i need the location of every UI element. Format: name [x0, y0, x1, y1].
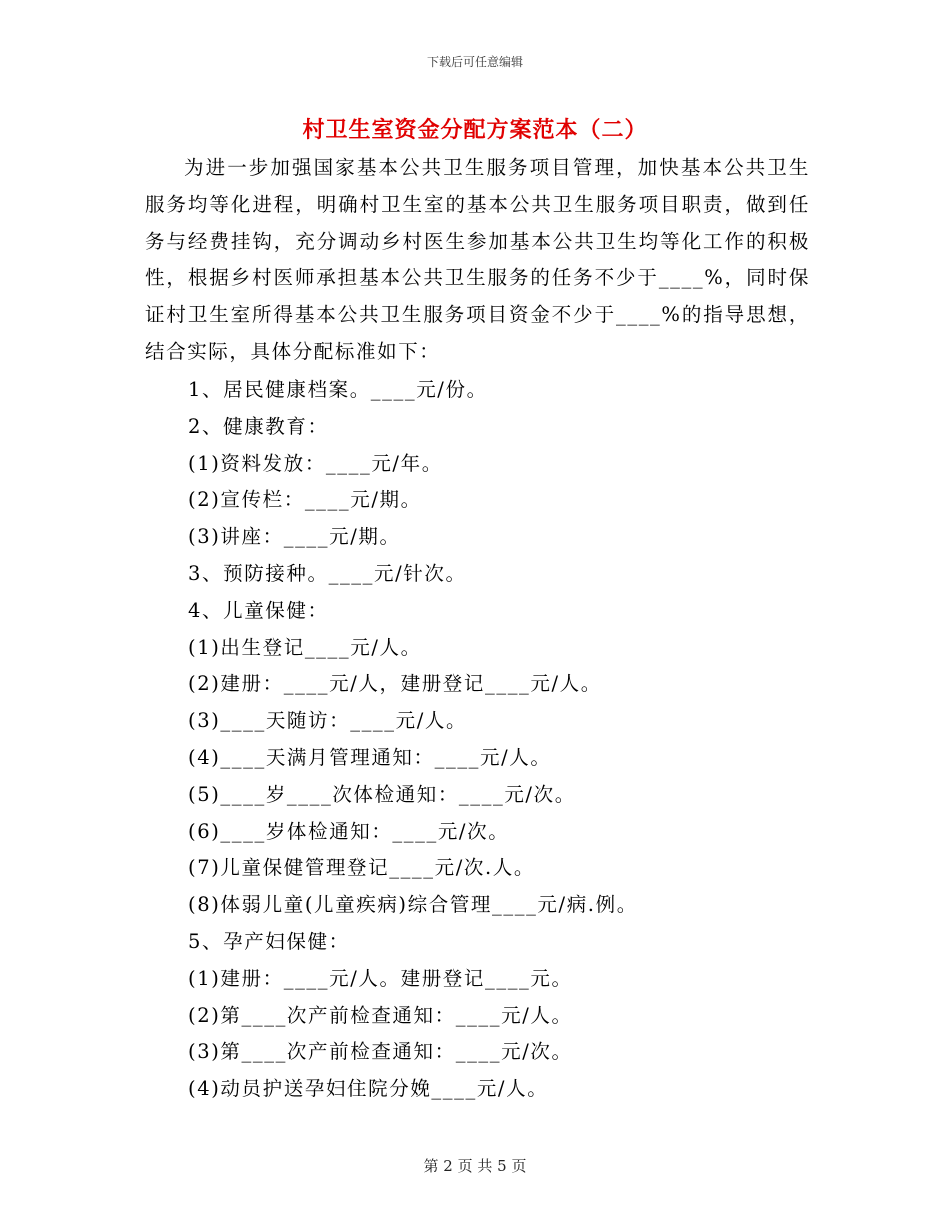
page-footer: 第 2 页 共 5 页 — [423, 1157, 527, 1175]
list-item: (6)____岁体检通知：____元/次。 — [188, 819, 510, 843]
list-item: 5、孕产妇保健： — [188, 929, 350, 953]
intro-paragraph: 为进一步加强国家基本公共卫生服务项目管理，加快基本公共卫生服务均等化进程，明确村卫生室的基本公共卫生服务项目职责，做到任务与经费挂钩，充分调动乡村医生参加基本公共卫生均等化工作的积极性，根据乡村医师承担基本公共卫生服务的任务不少于____%，同时保证村卫生室所得基本公共卫生服务项目资金不少于____%的指导思想，结合实际，具体分配标准如下： — [145, 156, 810, 363]
list-item: (1)资料发放：____元/年。 — [188, 451, 443, 475]
list-item: (3)第____次产前检查通知：____元/次。 — [188, 1040, 573, 1064]
list-item: (4)____天满月管理通知：____元/人。 — [188, 745, 552, 769]
list-item: 4、儿童保健： — [188, 598, 329, 622]
list-item: (2)建册：____元/人，建册登记____元/人。 — [188, 672, 602, 696]
allocation-list — [188, 372, 828, 1108]
list-item: (1)建册：____元/人。建册登记____元。 — [188, 966, 573, 990]
list-item: (2)宣传栏：____元/期。 — [188, 488, 422, 512]
header-note: 下载后可任意编辑 — [426, 55, 523, 69]
list-item: 3、预防接种。____元/针次。 — [188, 561, 467, 585]
list-item: 1、居民健康档案。____元/份。 — [188, 378, 488, 401]
list-item: (8)体弱儿童(儿童疾病)综合管理____元/病.例。 — [188, 893, 638, 917]
list-item: 2、健康教育： — [188, 414, 329, 438]
list-item: (2)第____次产前检查通知：____元/人。 — [188, 1003, 573, 1027]
document-title: 村卫生室资金分配方案范本（二） — [302, 117, 648, 143]
list-item: (4)动员护送孕妇住院分娩____元/人。 — [188, 1077, 549, 1101]
list-item: (5)____岁____次体检通知：____元/次。 — [188, 782, 576, 806]
list-item: (1)出生登记____元/人。 — [188, 635, 422, 659]
list-item: (3)讲座：____元/期。 — [188, 525, 401, 549]
list-item: (3)____天随访：____元/人。 — [188, 709, 468, 733]
list-item: (7)儿童保健管理登记____元/次.人。 — [188, 856, 535, 880]
